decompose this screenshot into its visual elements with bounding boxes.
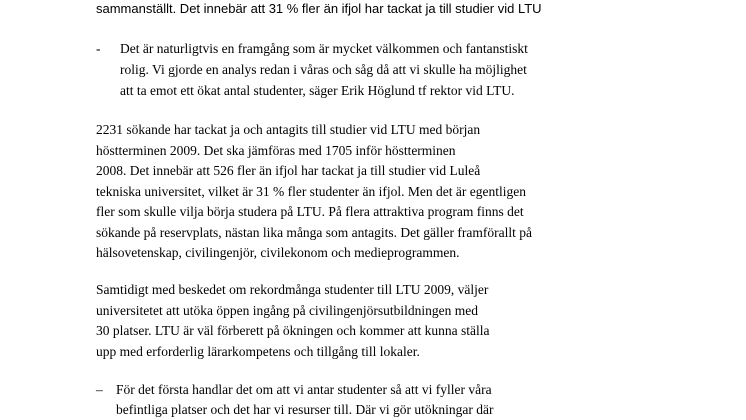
paragraph-line: Samtidigt med beskedet om rekordmånga studenter till LTU 2009, väljer [96, 282, 489, 297]
paragraph-line: 30 platser. LTU är väl förberett på ökningen och kommer att kunna ställa [96, 323, 490, 338]
paragraph-line: sökande på reservplats, nästan lika många som antagits. Det gäller framförallt på [96, 224, 532, 240]
quote-block-2 [96, 380, 546, 420]
quote-dash: - [96, 41, 101, 56]
paragraph-line: universitetet att utöka öppen ingång på civilingenjörsutbildningen med [96, 302, 479, 318]
paragraph-line: hälsovetenskap, civilingenjör, civilekonom och medieprogrammen. [96, 245, 460, 260]
quote-block-1 [96, 38, 546, 101]
paragraph-line: fler som skulle vilja börja studera på LTU. På flera attraktiva program finns det [96, 204, 524, 219]
paragraph-line: 2231 sökande har tackat ja och antagits till studier vid LTU med början [96, 122, 481, 137]
quote-dash: – [96, 382, 103, 397]
lead-line: sammanställt. Det innebär att 31 % fler än ifjol har tackat ja till studier vid LTU [96, 1, 542, 16]
paragraph-line: 2008. Det innebär att 526 fler än ifjol har tackat ja till studier vid Luleå [96, 163, 481, 178]
paragraph-line: tekniska universitet, vilket är 31 % fler studenter än ifjol. Men det är egentligen [96, 183, 526, 199]
paragraph-1 [96, 120, 546, 264]
quote-line: att ta emot ett ökat antal studenter, säger Erik Höglund tf rektor vid LTU. [120, 83, 515, 98]
quote-line: befintliga platser och det har vi resurser till. Där vi gör utökningar där [116, 402, 494, 417]
paragraph-line: höstterminen 2009. Det ska jämföras med 1705 inför höstterminen [96, 142, 456, 158]
paragraph-2 [96, 280, 546, 362]
quote-line: Det är naturligtvis en framgång som är mycket välkommen och fantanstiskt [120, 41, 528, 56]
paragraph-line: upp med erforderlig lärarkompetens och tillgång till lokaler. [96, 343, 420, 359]
quote-line: rolig. Vi gjorde en analys redan i våras och såg då att vi skulle ha möjlighet [120, 62, 527, 77]
quote-line: För det första handlar det om att vi antar studenter så att vi fyller våra [116, 382, 492, 397]
